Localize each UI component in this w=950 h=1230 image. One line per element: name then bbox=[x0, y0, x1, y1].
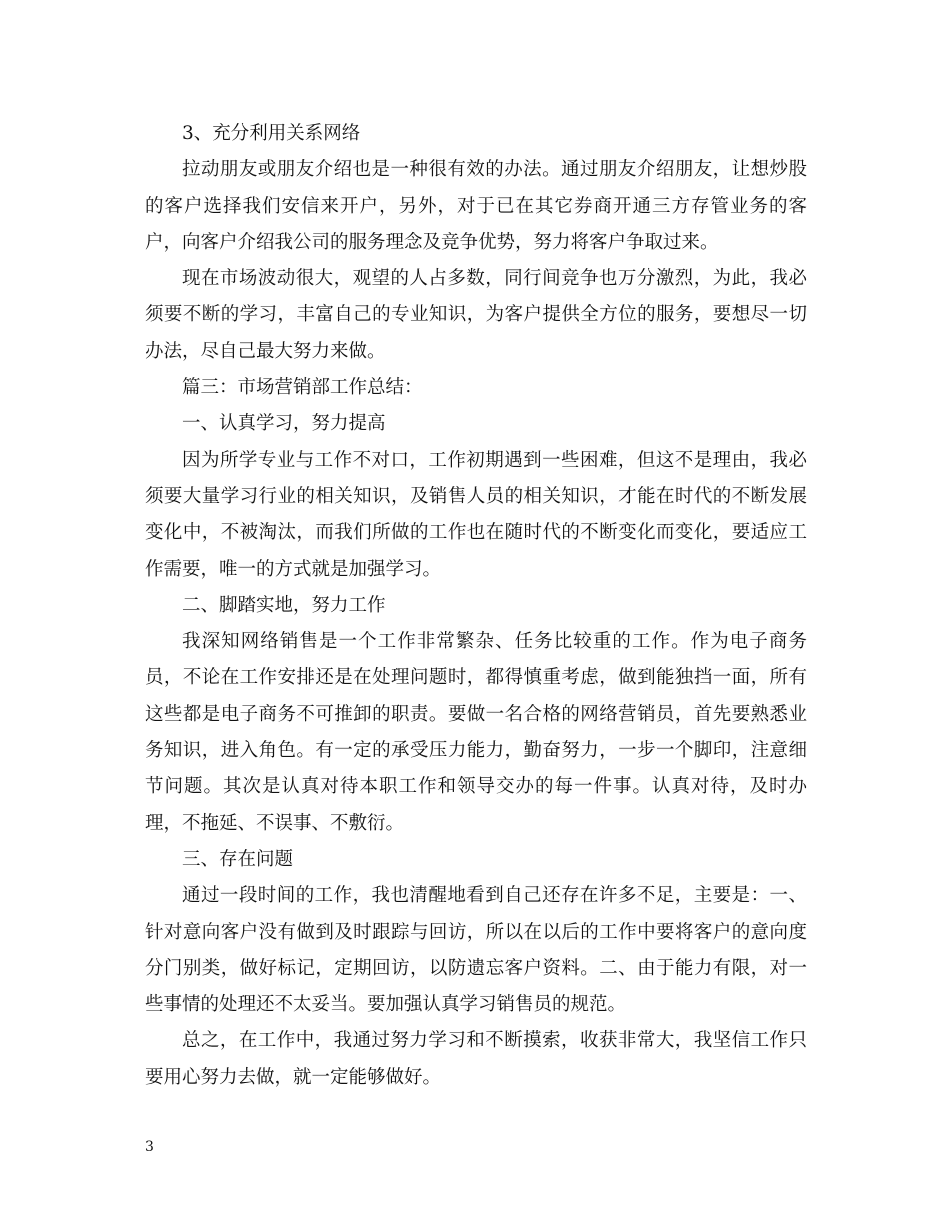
paragraph-work-hard: 我深知网络销售是一个工作非常繁杂、任务比较重的工作。作为电子商务员，不论在工作安排还是在处理问题时，都得慎重考虑，做到能独挡一面，所有这些都是电子商务不可推卸的职责。要做一名合格的网络营销员，首先要熟悉业务知识，进入角色。有一定的承受压力能力，勤奋努力，一步一个脚印，注意细节问题。其次是认真对待本职工作和领导交办的每一件事。认真对待，及时办理，不拖延、不误事、不敷衍。 bbox=[145, 631, 807, 834]
paragraph-market-volatility: 现在市场波动很大，观望的人占多数，同行间竞争也万分激烈，为此，我必须要不断的学习，丰富自己的专业知识，为客户提供全方位的服务，要想尽一切办法，尽自己最大努力来做。 bbox=[145, 268, 807, 362]
section-heading-use-relationship-network: 3、充分利用关系网络 bbox=[182, 123, 361, 144]
paragraph-conclusion: 总之，在工作中，我通过努力学习和不断摸索，收获非常大，我坚信工作只要用心努力去做，就一定能够做好。 bbox=[145, 1030, 807, 1088]
page-number: 3 bbox=[145, 1139, 154, 1155]
section-heading-work-hard: 二、脚踏实地，努力工作 bbox=[182, 594, 386, 616]
document-body bbox=[145, 116, 807, 1096]
paragraph-existing-problems: 通过一段时间的工作，我也清醒地看到自己还存在许多不足，主要是：一、针对意向客户没有做到及时跟踪与回访，所以在以后的工作中要将客户的意向度分门别类，做好标记，定期回访，以防遗忘客户资料。二、由于能力有限，对一些事情的处理还不太妥当。要加强认真学习销售员的规范。 bbox=[145, 885, 807, 1016]
paragraph-friend-referral: 拉动朋友或朋友介绍也是一种很有效的办法。通过朋友介绍朋友，让想炒股的客户选择我们安信来开户，另外，对于已在其它券商开通三方存管业务的客户，向客户介绍我公司的服务理念及竞争优势，努力将客户争取过来。 bbox=[145, 159, 807, 253]
section-heading-study-hard: 一、认真学习，努力提高 bbox=[182, 413, 386, 435]
section-heading-existing-problems: 三、存在问题 bbox=[182, 848, 294, 870]
paragraph-study-hard: 因为所学专业与工作不对口，工作初期遇到一些困难，但这不是理由，我必须要大量学习行业的相关知识，及销售人员的相关知识，才能在时代的不断发展变化中，不被淘汰，而我们所做的工作也在随时代的不断变化而变化，要适应工作需要，唯一的方式就是加强学习。 bbox=[145, 449, 807, 580]
section-heading-part-three: 篇三：市场营销部工作总结： bbox=[182, 377, 423, 399]
